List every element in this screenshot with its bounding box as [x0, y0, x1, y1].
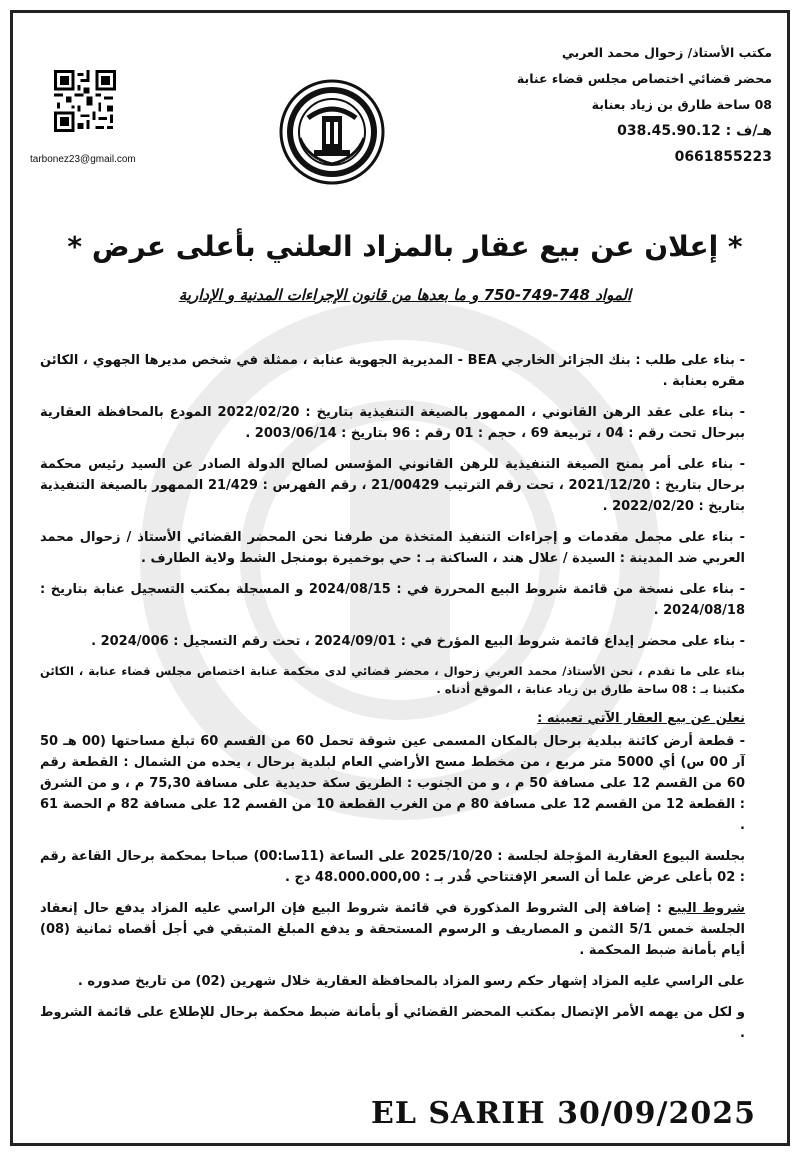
sale-terms-text: : إضافة إلى الشروط المذكورة في قائمة شروط البيع فإن الراسي عليه المزاد يدفع حال إنعقاد الجلسة خمس 5/1 الثمن و المصاريف و الرسوم المستحقة و يدفع المبلغ المتبقي في أجل أقصاه ثمانية (08) أيام بأمانة ضبط المحكمة . — [40, 901, 745, 958]
paragraph-session: بجلسة البيوع العقارية المؤجلة لجلسة : 2025/10/20 على الساعة (11سا:00) صباحا بمحكمة برحال القاعة رقم : 02 بأعلى عرض علما أن السعر الإفتتاحي قُدر بـ : 48.000.000,00 دج . — [40, 849, 745, 885]
paragraph-request: - بناء على طلب : بنك الجزائر الخارجي BEA - المديرية الجهوية عنابة ، ممثلة في شخص مديرها الجهوي ، الكائن مقره بعنابة . — [40, 353, 745, 389]
office-header — [482, 40, 772, 170]
sale-terms-label: شروط البيع — [667, 901, 745, 916]
announcement-title: * إعلان عن بيع عقار بالمزاد العلني بأعلى عرض * — [67, 230, 743, 263]
paragraph-bailiff: بناء على ما تقدم ، نحن الأستاذ/ محمد العربي زحوال ، محضر قضائي لدى محكمة عنابة اختصاص مجلس قضاء عنابة ، الكائن مكتبنا بـ : 08 ساحة طارق بن زياد عنابة ، الموقع أدناه . — [40, 664, 745, 696]
office-name: مكتب الأستاذ/ زحوال محمد العربي — [561, 45, 772, 60]
paragraph-conditions-copy: - بناء على نسخة من قائمة شروط البيع المحررة في : 2024/08/15 و المسجلة بمكتب التسجيل عنابة بتاريخ : 2024/08/18 . — [40, 582, 745, 618]
legal-reference: المواد 748-749-750 و ما بعدها من قانون الإجراءات المدنية و الإدارية — [178, 286, 632, 304]
property-heading: نعلن عن بيع العقار الآتي تعيينه : — [537, 711, 745, 726]
newspaper-footer: EL SARIH 30/09/2025 — [370, 1096, 756, 1131]
paragraph-publication: على الراسي عليه المزاد إشهار حكم رسو المزاد بالمحافظة العقارية خلال شهرين (02) من تاريخ صدوره . — [77, 974, 745, 989]
qr-code-icon — [54, 70, 116, 132]
paragraph-sale-terms — [40, 898, 745, 961]
office-mobile: 0661855223 — [674, 149, 772, 165]
paragraph-procedures: - بناء على مجمل مقدمات و إجراءات التنفيذ المتخذة من طرفنا نحن المحضر القضائي الأستاذ / زحوال محمد العربي ضد المدينة : السيدة / علال هند ، الساكنة بـ : حي بوخميرة بومنجل الشط ولاية الطارف . — [40, 530, 745, 566]
announcement-body — [40, 350, 745, 1054]
paragraph-property: - قطعة أرض كائنة ببلدية برحال بالمكان المسمى عين شوقة تحمل 60 من القسم 60 تبلغ مساحتها (00 هـ 50 آر 00 س) أي 5000 متر مربع ، من مخطط مسح الأراضي العام لبلدية برحال ، يحده من الشمال : القطعة رقم 60 من القسم 12 على مسافة 50 م ، و من الجنوب : الطريق سكة حديدية على مسافة 75,30 م ، و من الشرق : القطعة 12 من القسم 12 على مسافة 80 م من الغرب القطعة 10 من القسم 12 على مسافة 82 م الحصة 61 . — [40, 734, 746, 833]
qr-block — [30, 70, 175, 165]
office-address: 08 ساحة طارق بن زياد بعنابة — [591, 97, 772, 112]
court-seal-icon — [278, 78, 386, 186]
office-phone: هـ/ف : 038.45.90.12 — [617, 123, 772, 139]
paragraph-order: - بناء على أمر بمنح الصيغة التنفيذية للرهن القانوني المؤسس لصالح الدولة الصادر عن السيد رئيس محكمة برحال بتاريخ : 2021/12/20 ، تحت رقم الترتيب 21/00429 ، رقم الفهرس : 21/429 الممهور بالصيغة التنفيذية بتاريخ : 2022/02/20 . — [40, 457, 745, 514]
paragraph-contact: و لكل من يهمه الأمر الإتصال بمكتب المحضر القضائي أو بأمانة ضبط محكمة برحال للإطلاع على قائمة الشروط . — [40, 1005, 745, 1041]
office-jurisdiction: محضر قضائي اختصاص مجلس قضاء عنابة — [516, 71, 772, 86]
paragraph-mortgage: - بناء على عقد الرهن القانوني ، الممهور بالصيغة التنفيذية بتاريخ : 2022/02/20 المودع بالمحافظة العقارية ببرحال تحت رقم : 04 ، تربيعة 69 ، حجم : 01 رقم : 96 بتاريخ : 2003/06/14 . — [40, 405, 745, 441]
paragraph-deposit: - بناء على محضر إيداع قائمة شروط البيع المؤرخ في : 2024/09/01 ، تحت رقم التسجيل : 2024/006 . — [91, 634, 745, 649]
office-email: tarbonez23@gmail.com — [30, 154, 136, 165]
